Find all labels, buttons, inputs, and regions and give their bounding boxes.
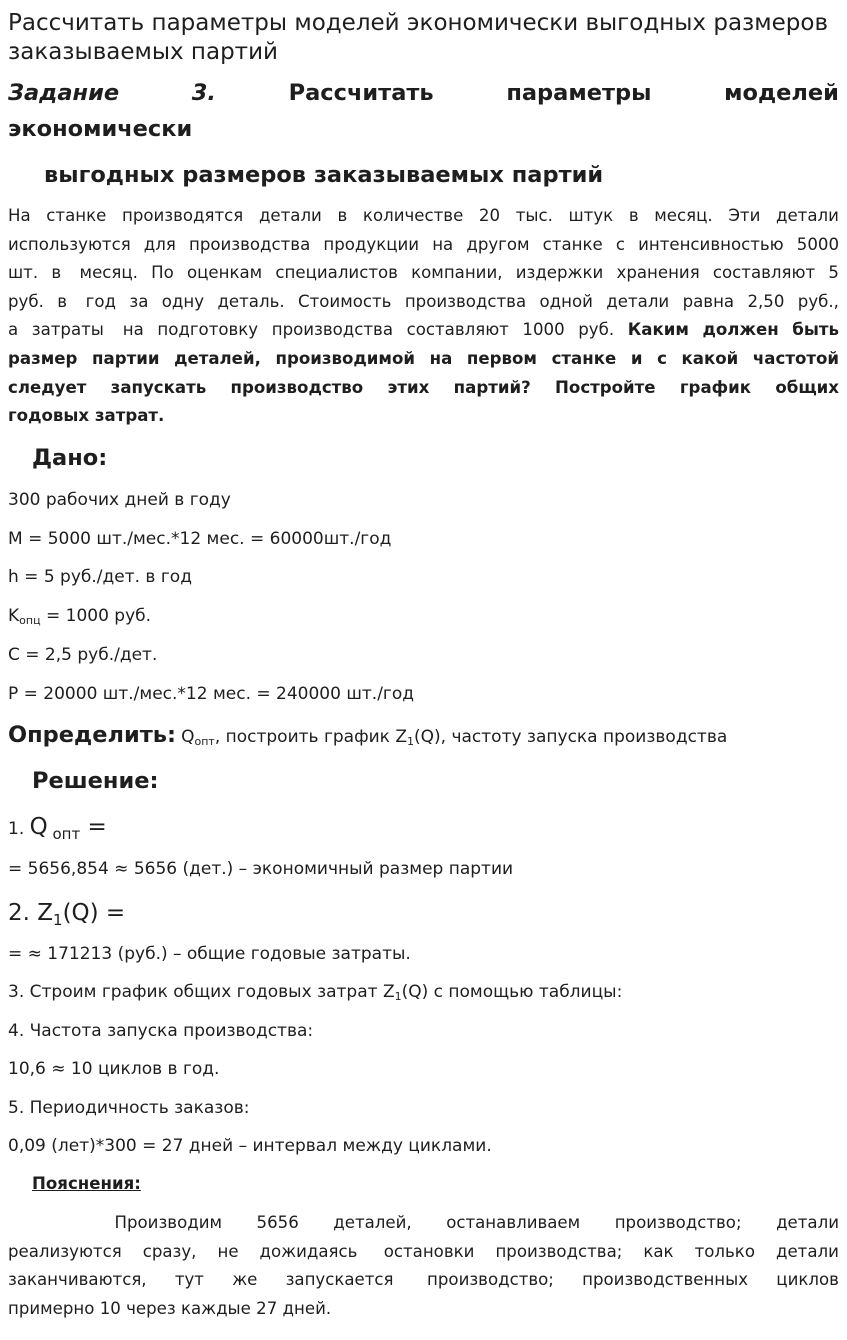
text-word: станке (542, 234, 603, 254)
text-word: на (429, 348, 453, 368)
text-word: следует (8, 377, 87, 397)
text-line-last: годовых затрат. (8, 406, 165, 426)
define-z-subscript: 1 (407, 735, 414, 748)
task-heading-word: моделей (724, 80, 839, 106)
text-word: Производим (114, 1213, 222, 1232)
text-word: частотой (752, 348, 839, 368)
text-word: партии (92, 348, 160, 368)
define-label: Определить: (8, 722, 176, 748)
text-word: партий? (453, 377, 531, 397)
step4-result: 10,6 ≈ 10 циклов в год. (8, 1059, 220, 1079)
text-word: запускается (285, 1270, 394, 1290)
given-k-value: = 1000 руб. (40, 606, 152, 626)
text-word: в (628, 206, 639, 225)
text-word: с (615, 234, 625, 254)
text-word: график (679, 377, 751, 397)
given-k-symbol: K (8, 606, 20, 626)
solution-step1 (8, 812, 107, 844)
step3-text-end: (Q) с помощью таблицы: (401, 982, 623, 1002)
text-word: деталь. (217, 291, 285, 311)
text-word: продукции (323, 234, 420, 254)
text-word: 20 (478, 206, 501, 225)
define-mid: , построить график Z (214, 727, 407, 747)
solution-step4: 4. Частота запуска производства: (8, 1021, 314, 1041)
text-word: с (657, 348, 667, 368)
step1-q-subscript: опт (47, 825, 81, 843)
text-word: станке (46, 206, 107, 225)
step1-number: 1. (8, 819, 30, 839)
text-line (8, 1266, 839, 1295)
text-word: Постройте (555, 377, 656, 397)
text-word: за (129, 291, 149, 311)
text-word: дожидаясь (259, 1241, 358, 1261)
text-word: По (151, 263, 174, 283)
text-word: месяц. (74, 263, 138, 283)
task-heading-word: 3. (191, 80, 216, 106)
problem-statement (8, 202, 839, 431)
text-word: производства (271, 320, 394, 340)
text-word: оценкам (186, 263, 263, 283)
text-word: издержки (515, 263, 604, 283)
text-word: год (80, 291, 117, 311)
text-word: первом (466, 348, 537, 368)
text-word: подготовку (157, 320, 259, 340)
text-word: и (630, 348, 643, 368)
text-word: одну (161, 291, 205, 311)
text-word: 5000 (796, 234, 839, 254)
text-word: На (8, 206, 31, 225)
text-word: быть (792, 320, 839, 340)
given-k (8, 605, 151, 627)
task-heading-word: Задание (8, 80, 120, 106)
text-word: запускать (110, 377, 207, 397)
text-word: интенсивностью (638, 234, 784, 254)
text-word: Стоимость (298, 291, 392, 311)
text-line-last: примерно 10 через каждые 27 дней. (8, 1298, 332, 1318)
text-word: общих (775, 377, 839, 397)
text-word: для (143, 234, 176, 254)
step3-z-subscript: 1 (394, 990, 402, 1003)
explanation-text (8, 1209, 839, 1323)
text-word: специалистов (275, 263, 398, 283)
task-heading-word: параметры (506, 80, 652, 106)
text-word: какой (681, 348, 739, 368)
text-word: циклов (776, 1270, 839, 1290)
text-word: производство (230, 377, 364, 397)
text-word: Эти (728, 206, 761, 225)
text-word: останавливаем (446, 1213, 581, 1232)
text-line (8, 316, 839, 345)
text-word: 5656 (256, 1213, 299, 1232)
text-word: производство; (614, 1213, 742, 1232)
text-word: детали (258, 206, 322, 225)
text-word: производства (188, 234, 311, 254)
text-word: одной (539, 291, 593, 311)
text-word: же (232, 1270, 258, 1290)
task-heading-line1 (8, 78, 839, 108)
text-word: компании, (411, 263, 503, 283)
text-word: деталей, (174, 348, 261, 368)
text-word: затраты (31, 320, 104, 340)
text-word: Каким (627, 320, 689, 340)
task-heading-word: Рассчитать (288, 80, 434, 106)
text-word: штук (568, 206, 614, 225)
given-p: P = 20000 шт./мес.*12 мес. = 240000 шт./год (8, 684, 415, 704)
text-word: размер (8, 348, 78, 368)
solution-step3 (8, 981, 622, 1003)
step2-equals: (Q) = (62, 900, 126, 926)
text-word: только (694, 1241, 755, 1261)
text-word: тыс. (515, 206, 553, 225)
text-word: 2,50 (747, 291, 785, 311)
text-line (8, 374, 839, 403)
text-line (8, 231, 839, 260)
text-word: руб. (578, 320, 615, 340)
text-word: детали (776, 1213, 839, 1232)
given-c: C = 2,5 руб./дет. (8, 645, 158, 665)
task-heading-line3: выгодных размеров заказываемых партий (44, 162, 604, 188)
text-word: в (51, 263, 62, 283)
define-end: (Q), частоту запуска производства (414, 727, 728, 747)
text-word: детали (776, 206, 839, 225)
text-word: руб. (8, 291, 44, 311)
text-line (8, 202, 839, 231)
step1-q: Q (29, 814, 48, 840)
text-word: не (217, 1241, 239, 1261)
text-word: составляют (712, 263, 816, 283)
text-word: составляют (406, 320, 509, 340)
text-word: заканчиваются, (8, 1270, 147, 1290)
text-word: остановки (378, 1241, 475, 1261)
define-text (181, 727, 727, 747)
given-heading: Дано: (32, 445, 108, 471)
step1-result: = 5656,854 ≈ 5656 (дет.) – экономичный размер партии (8, 859, 514, 879)
text-word: другом (466, 234, 530, 254)
text-word: а (8, 320, 19, 340)
text-word: этих (387, 377, 430, 397)
given-days: 300 рабочих дней в году (8, 490, 231, 510)
define-line (8, 720, 727, 752)
text-word: на (117, 320, 144, 340)
text-line (8, 1209, 839, 1238)
text-word: шт. (8, 263, 39, 283)
text-word: производимой (275, 348, 416, 368)
step2-result: = ≈ 171213 (руб.) – общие годовые затраты. (8, 944, 411, 964)
text-word: детали (606, 291, 670, 311)
solution-step5: 5. Периодичность заказов: (8, 1098, 250, 1118)
given-m: M = 5000 шт./мес.*12 мес. = 60000шт./год (8, 529, 392, 549)
step1-equals: = (80, 814, 107, 840)
text-word: реализуются (8, 1241, 122, 1261)
text-line (8, 288, 839, 317)
page-title: Рассчитать параметры моделей экономически выгодных размеров заказываемых партий (8, 10, 829, 65)
text-line (8, 345, 839, 374)
text-word: в (337, 206, 348, 225)
text-word: тут (174, 1270, 204, 1290)
text-word: производства; (495, 1241, 623, 1261)
text-word: станке (551, 348, 617, 368)
define-q-subscript: опт (194, 735, 215, 748)
step5-result: 0,09 (лет)*300 = 27 дней – интервал между циклами. (8, 1136, 492, 1156)
task-heading-line2: экономически (8, 116, 193, 142)
text-word: как (643, 1241, 674, 1261)
text-word: производятся (121, 206, 244, 225)
define-q: Q (181, 727, 195, 747)
text-word: хранения (616, 263, 700, 283)
solution-heading: Решение: (32, 768, 159, 794)
given-k-subscript: опц (19, 614, 41, 627)
text-word: производство; (421, 1270, 554, 1290)
text-line (8, 1238, 839, 1267)
text-word: сразу, (142, 1241, 197, 1261)
step2-z-subscript: 1 (53, 911, 63, 929)
step2-z: 2. Z (8, 900, 54, 926)
explanation-heading: Пояснения: (32, 1174, 141, 1193)
text-word: 1000 (522, 320, 565, 340)
text-line (8, 259, 839, 288)
text-word: производства (404, 291, 527, 311)
task-heading (8, 78, 839, 144)
text-word: в (57, 291, 68, 311)
text-word: деталей, (333, 1213, 412, 1232)
step3-text: 3. Строим график общих годовых затрат Z (8, 982, 395, 1002)
text-word: должен (702, 320, 779, 340)
text-word: на (432, 234, 454, 254)
text-word: 5 (828, 263, 839, 283)
text-word: месяц. (654, 206, 713, 225)
solution-step2 (8, 898, 125, 928)
text-word: руб., (797, 291, 839, 311)
text-word: производственных (582, 1270, 749, 1290)
text-word: количестве (362, 206, 464, 225)
text-word: используются (8, 234, 131, 254)
given-h: h = 5 руб./дет. в год (8, 567, 192, 587)
text-word: детали (776, 1241, 839, 1261)
text-word: равна (682, 291, 735, 311)
